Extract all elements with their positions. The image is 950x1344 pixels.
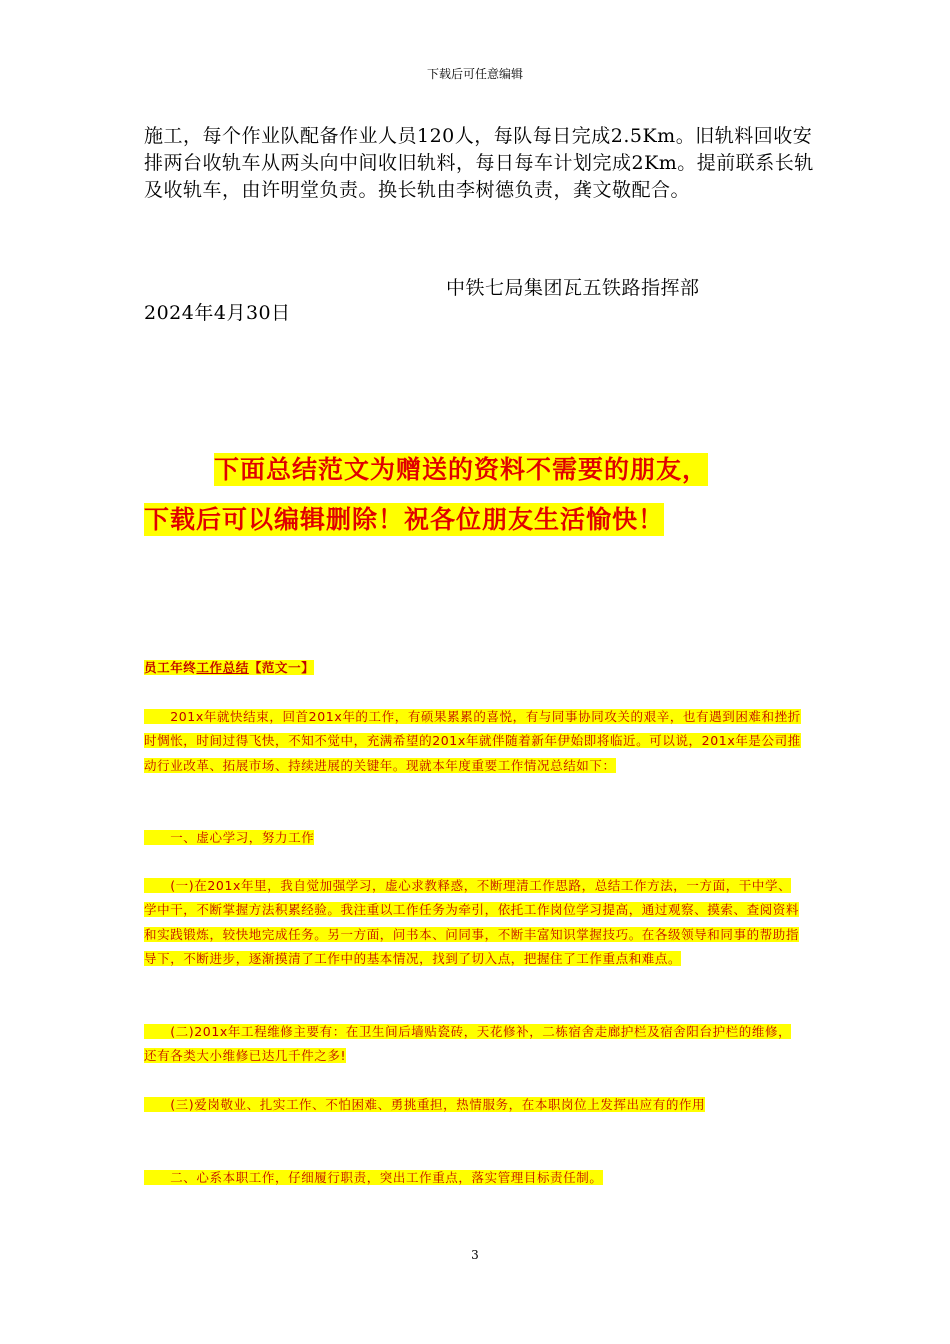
sample-heading-2 [144,1166,804,1190]
sample-paragraph-2 [144,874,804,972]
sample-title-prefix: 员工年终 [144,660,197,675]
sample-title-suffix: 【范文一】 [248,660,315,675]
banner-line-1 [214,450,874,486]
banner-line-2 [144,500,804,536]
sample-paragraph-2-text: (一)在201x年里，我自觉加强学习，虚心求教释惑，不断理清工作思路，总结工作方法，一方面，干中学、学中干，不断掌握方法积累经验。我注重以工作任务为牵引，依托工作岗位学习提高，通过观察、摸索、查阅资料和实践锻炼，较快地完成任务。另一方面，问书本、问同事，不断丰富知识掌握技巧。在各级领导和同事的帮助指导下，不断进步，逐渐摸清了工作中的基本情况，找到了切入点，把握住了工作重点和难点。 [144,878,800,967]
sample-heading-1 [144,826,804,850]
sample-title [144,656,804,680]
sample-heading-1-text: 一、虚心学习，努力工作 [144,830,315,845]
sample-paragraph-4 [144,1093,804,1117]
construction-plan-text: 施工，每个作业队配备作业人员120人，每队每日完成2.5Km。旧轨料回收安排两台收轨车从两头向中间收旧轨料，每日每车计划完成2Km。提前联系长轨及收轨车，由许明堂负责。换长轨由李树德负责，龚文敬配合。 [144,125,814,201]
sample-heading-2-text: 二、心系本职工作，仔细履行职责，突出工作重点，落实管理目标责任制。 [144,1170,603,1185]
sample-paragraph-4-text: (三)爱岗敬业、扎实工作、不怕困难、勇挑重担，热情服务，在本职岗位上发挥出应有的作用 [144,1097,706,1112]
banner-line-1-text: 下面总结范文为赠送的资料不需要的朋友， [214,455,709,484]
sample-paragraph-1 [144,705,804,778]
sample-paragraph-3 [144,1020,804,1069]
page-number: 3 [471,1248,479,1262]
sample-title-link[interactable]: 工作总结 [196,660,249,675]
signature-org: 中铁七局集团瓦五铁路指挥部 [446,277,700,299]
body-paragraph [144,123,814,204]
banner-line-2-text: 下载后可以编辑删除！祝各位朋友生活愉快！ [144,505,665,534]
page-header: 下载后可任意编辑 [426,67,523,81]
sample-paragraph-1-text: 201x年就快结束，回首201x年的工作，有硕果累累的喜悦，有与同事协同攻关的艰辛，也有遇到困难和挫折时惆怅，时间过得飞快，不知不觉中，充满希望的201x年就伴随着新年伊始即将临近。可以说，201x年是公司推动行业改革、拓展市场、持续进展的关键年。现就本年度重要工作情况总结如下： [144,709,801,773]
signature-date: 2024年4月30日 [144,302,291,324]
sample-paragraph-3-text: (二)201x年工程维修主要有：在卫生间后墙贴瓷砖，天花修补，二栋宿舍走廊护栏及宿舍阳台护栏的维修，还有各类大小维修已达几千件之多! [144,1024,792,1064]
